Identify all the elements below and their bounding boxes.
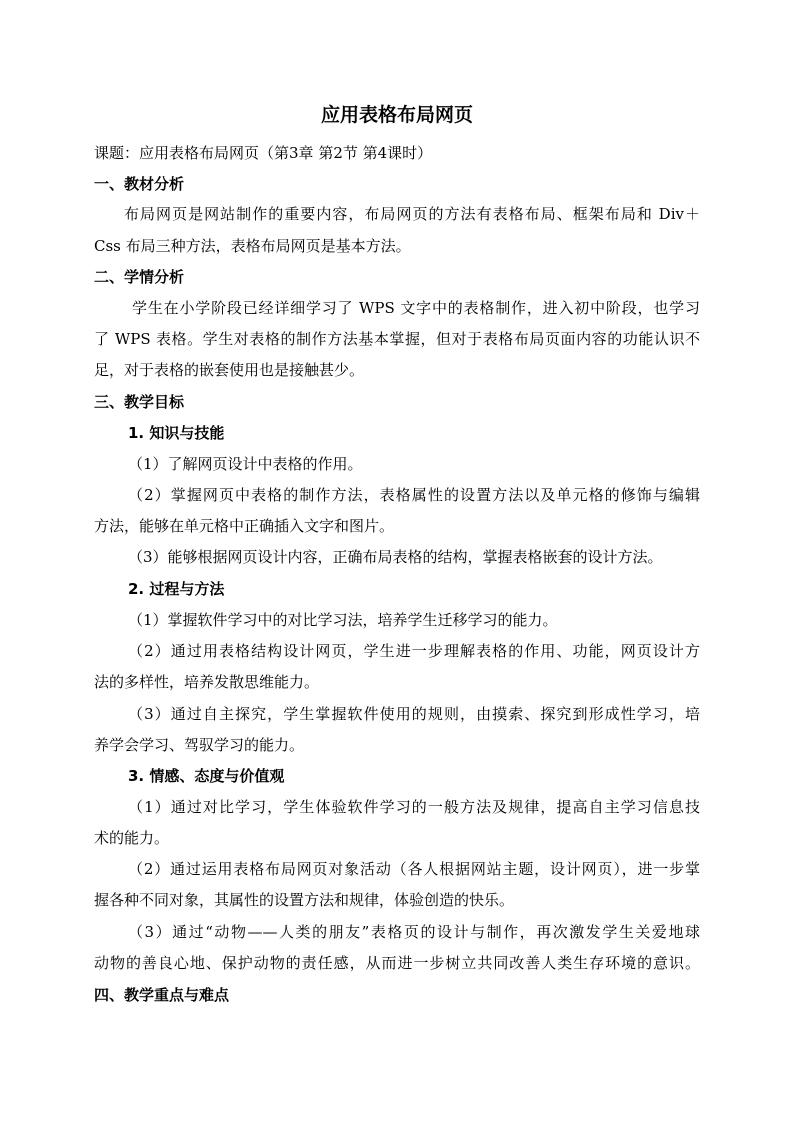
list-item: （2）通过用表格结构设计网页，学生进一步理解表格的作用、功能，网页设计方 bbox=[128, 642, 700, 660]
paragraph-line: 足，对于表格的嵌套使用也是接触甚少。 bbox=[94, 361, 365, 379]
list-item-continuation: 养学会学习、驾驭学习的能力。 bbox=[94, 736, 305, 754]
list-item: （1）通过对比学习，学生体验软件学习的一般方法及规律，提高自主学习信息技 bbox=[128, 798, 700, 816]
list-item: （1）了解网页设计中表格的作用。 bbox=[128, 455, 363, 473]
paragraph-line: 布局网页是网站制作的重要内容，布局网页的方法有表格布局、框架布局和 Div＋ bbox=[124, 205, 700, 223]
subsection-heading-knowledge-skills: 1. 知识与技能 bbox=[128, 424, 225, 442]
section-heading-textbook-analysis: 一、教材分析 bbox=[94, 175, 185, 193]
document-title: 应用表格布局网页 bbox=[320, 104, 473, 126]
subsection-heading-process-methods: 2. 过程与方法 bbox=[128, 580, 225, 598]
list-item-continuation: 动物的善良心地、保护动物的责任感，从而进一步树立共同改善人类生存环境的意识。 bbox=[94, 954, 700, 972]
paragraph-line: Css 布局三种方法，表格布局网页是基本方法。 bbox=[94, 237, 411, 255]
list-item: （3）通过“动物——人类的朋友”表格页的设计与制作，再次激发学生关爱地球 bbox=[128, 923, 700, 941]
list-item: （2）掌握网页中表格的制作方法，表格属性的设置方法以及单元格的修饰与编辑 bbox=[128, 486, 700, 504]
section-heading-key-difficult-points: 四、教学重点与难点 bbox=[94, 986, 230, 1004]
topic-line: 课题：应用表格布局网页（第3章 第2节 第4课时） bbox=[94, 144, 433, 162]
paragraph-line: 了 WPS 表格。学生对表格的制作方法基本掌握，但对于表格布局页面内容的功能认识不 bbox=[94, 330, 700, 348]
list-item: （2）通过运用表格布局网页对象活动（各人根据网站主题，设计网页），进一步掌 bbox=[128, 860, 700, 878]
section-heading-teaching-objectives: 三、教学目标 bbox=[94, 393, 185, 411]
list-item: （3）通过自主探究，学生掌握软件使用的规则，由摸索、探究到形成性学习，培 bbox=[128, 705, 700, 723]
subsection-heading-attitudes-values: 3. 情感、态度与价值观 bbox=[128, 767, 285, 785]
list-item-continuation: 方法，能够在单元格中正确插入文字和图片。 bbox=[94, 517, 395, 535]
list-item: （1）掌握软件学习中的对比学习法，培养学生迁移学习的能力。 bbox=[128, 611, 558, 629]
section-heading-learner-analysis: 二、学情分析 bbox=[94, 268, 185, 286]
list-item-continuation: 法的多样性，培养发散思维能力。 bbox=[94, 673, 320, 691]
list-item: （3）能够根据网页设计内容，正确布局表格的结构，掌握表格嵌套的设计方法。 bbox=[128, 548, 663, 566]
list-item-continuation: 术的能力。 bbox=[94, 829, 170, 847]
list-item-continuation: 握各种不同对象，其属性的设置方法和规律，体验创造的快乐。 bbox=[94, 891, 515, 909]
paragraph-line: 学生在小学阶段已经详细学习了 WPS 文字中的表格制作，进入初中阶段，也学习 bbox=[132, 299, 700, 317]
